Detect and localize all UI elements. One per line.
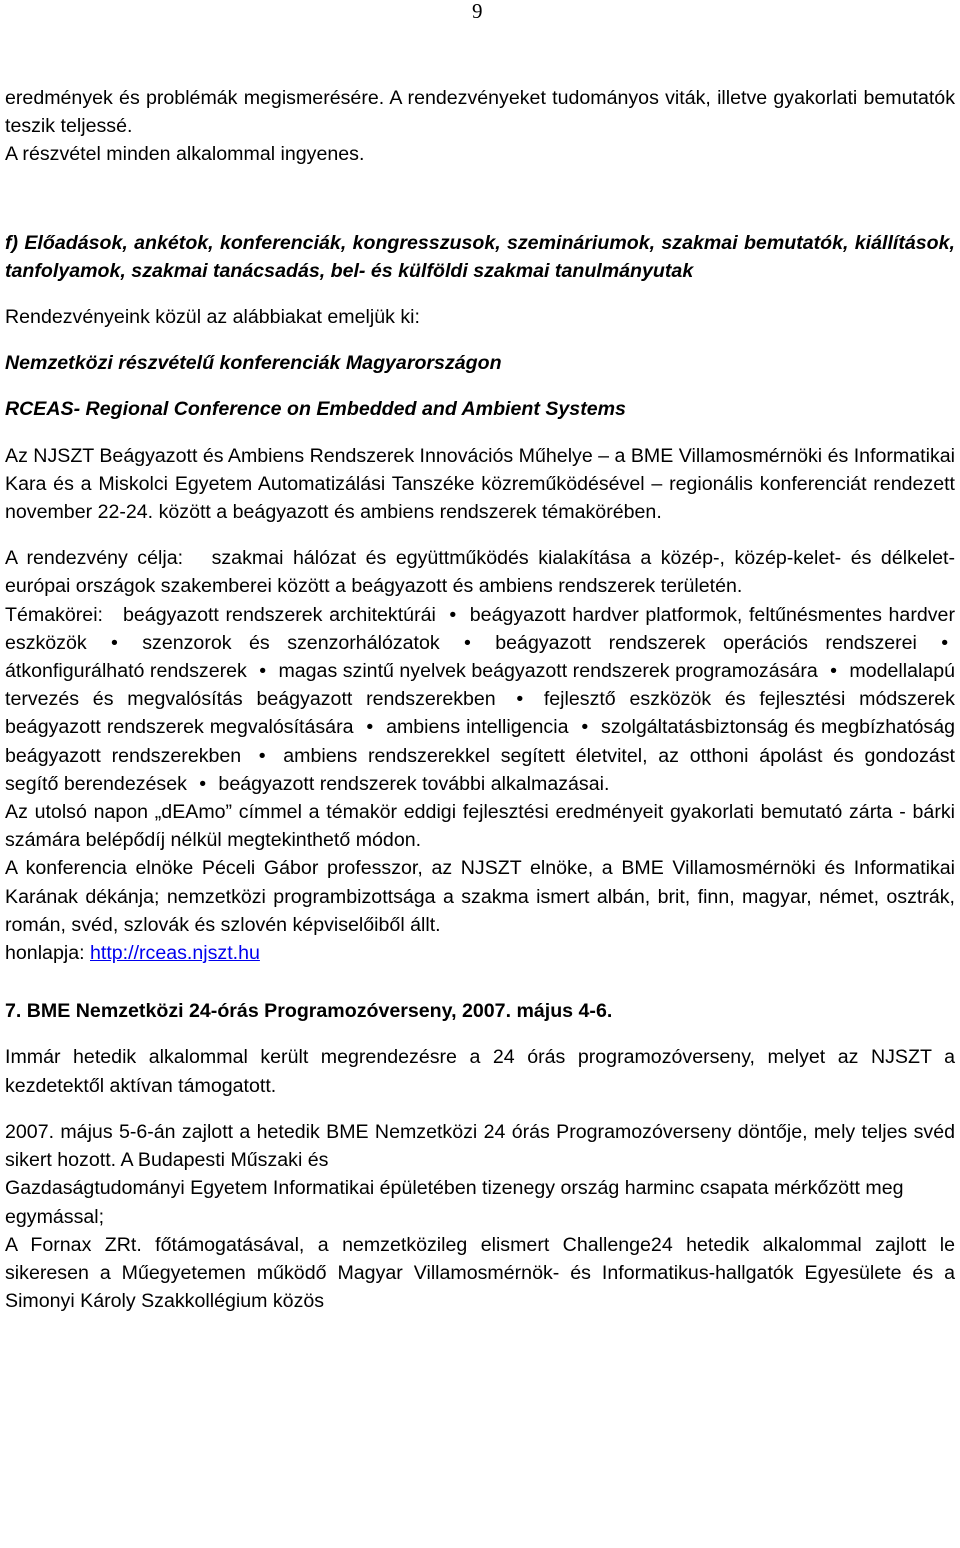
section-f-subheading: Nemzetközi részvételű konferenciák Magyarországon bbox=[5, 352, 502, 375]
topic-item: modellalapú tervezés és megvalósítás beágyazott rendszerekben bbox=[5, 660, 956, 711]
homepage-line bbox=[5, 939, 955, 967]
section-7-heading: 7. BME Nemzetközi 24-órás Programozóverseny, 2007. május 4-6. bbox=[5, 1000, 613, 1023]
bullet-separator: • bbox=[259, 660, 267, 683]
topics-label: Témakörei: bbox=[5, 603, 103, 626]
intro-participation: A részvétel minden alkalommal ingyenes. bbox=[5, 143, 365, 166]
homepage-label: honlapja: bbox=[5, 942, 85, 965]
deamo-paragraph: Az utolsó napon „dEAmo” címmel a témakör eddigi fejlesztési eredményeit gyakorlati bemutató zárta - bárki számára belépődíj nélkül megtekinthető módon. bbox=[5, 801, 955, 852]
topic-item: szolgáltatásbiztonság és megbízhatóság beágyazott rendszerekben bbox=[5, 716, 956, 767]
topic-item: átkonfigurálható rendszerek bbox=[5, 660, 247, 683]
goal-text: szakmai hálózat és együttműködés kialakítása a közép-, közép-kelet- és délkelet-európai országok szakemberei között a beágyazott és ambiens rendszerek területén. bbox=[5, 547, 955, 598]
page-number: 9 bbox=[472, 0, 483, 23]
topic-item: beágyazott rendszerek további alkalmazásai. bbox=[218, 772, 610, 795]
topics-list bbox=[5, 604, 955, 795]
section-7-final: 2007. május 5-6-án zajlott a hetedik BME Nemzetközi 24 órás Programozóverseny döntője, mely teljes svéd sikert hozott. A Budapesti Műszaki és bbox=[5, 1120, 955, 1172]
conference-goal bbox=[5, 544, 955, 600]
topic-item: magas szintű nyelvek beágyazott rendszerek programozására bbox=[278, 660, 818, 683]
bullet-separator: • bbox=[258, 744, 266, 767]
homepage-link[interactable]: http://rceas.njszt.hu bbox=[90, 942, 260, 965]
bullet-separator: • bbox=[830, 660, 837, 683]
intro-paragraph: eredmények és problémák megismerésére. A rendezvényeket tudományos viták, illetve gyakorlati bemutatók teszik teljessé. bbox=[5, 87, 955, 138]
bullet-separator: • bbox=[449, 603, 457, 626]
bullet-separator: • bbox=[366, 716, 374, 739]
topic-item: beágyazott rendszerek architektúrái bbox=[123, 603, 436, 626]
topic-item: beágyazott rendszerek operációs rendszerei bbox=[495, 631, 917, 654]
section-f-lead: Rendezvényeink közül az alábbiakat emeljük ki: bbox=[5, 306, 420, 329]
document-body bbox=[5, 84, 955, 1315]
topic-item: fejlesztő eszközök és fejlesztési módszerek beágyazott rendszerek megvalósítására bbox=[5, 688, 955, 739]
conference-title: RCEAS- Regional Conference on Embedded and Ambient Systems bbox=[5, 398, 626, 421]
conference-description: Az NJSZT Beágyazott és Ambiens Rendszerek Innovációs Műhelye – a BME Villamosmérnöki és Informatikai Kara és a Miskolci Egyetem Automatizálási Tanszéke közreműködésével – regionális konferenciát rendezett november 22-24. között a beágyazott és ambiens rendszerek témakörében. bbox=[5, 444, 955, 524]
section-f-heading: f) Előadások, ankétok, konferenciák, kongresszusok, szemináriumok, szakmai bemutatók, kiállítások, tanfolyamok, szakmai tanácsadás, bel- és külföldi szakmai tanulmányutak bbox=[5, 231, 955, 282]
topic-item: ambiens rendszerekkel segített életvitel, az otthoni ápolást és gondozást segítő berendezések bbox=[5, 744, 955, 795]
bullet-separator: • bbox=[111, 631, 118, 654]
president-paragraph: A konferencia elnöke Péceli Gábor professzor, az NJSZT elnöke, a BME Villamosmérnöki és Informatikai Karának dékánja; nemzetközi programbizottsága a szakma ismert albán, brit, finn, magyar, német, osztrák, román, svéd, szlovák és szlovén képviselőiből állt. bbox=[5, 857, 955, 936]
topic-item: beágyazott hardver platformok, feltűnésmentes hardver eszközök bbox=[5, 603, 955, 654]
bullet-separator: • bbox=[516, 688, 524, 711]
bullet-separator: • bbox=[581, 716, 589, 739]
bullet-separator: • bbox=[464, 631, 471, 654]
section-7-sponsor: A Fornax ZRt. főtámogatásával, a nemzetközileg elismert Challenge24 hetedik alkalommal zajlott le sikeresen a Műegyetemen működő Magyar Villamosmérnök- és Informatikus-hallgatók Egyesülete és a Simonyi Károly Szakkollégium közös bbox=[5, 1233, 955, 1313]
conference-topics bbox=[5, 601, 955, 798]
section-7-intro: Immár hetedik alkalommal került megrendezésre a 24 órás programozóverseny, melyet az NJSZT a kezdetektől aktívan támogatott. bbox=[5, 1046, 955, 1097]
section-7-venue: Gazdaságtudományi Egyetem Informatikai épületében tizenegy ország harminc csapata mérkőzött meg egymással; bbox=[5, 1177, 904, 1228]
bullet-separator: • bbox=[941, 631, 949, 654]
topic-item: ambiens intelligencia bbox=[386, 716, 569, 739]
topic-item: szenzorok és szenzorhálózatok bbox=[142, 631, 440, 654]
bullet-separator: • bbox=[199, 772, 207, 795]
goal-label: A rendezvény célja: bbox=[5, 547, 184, 570]
